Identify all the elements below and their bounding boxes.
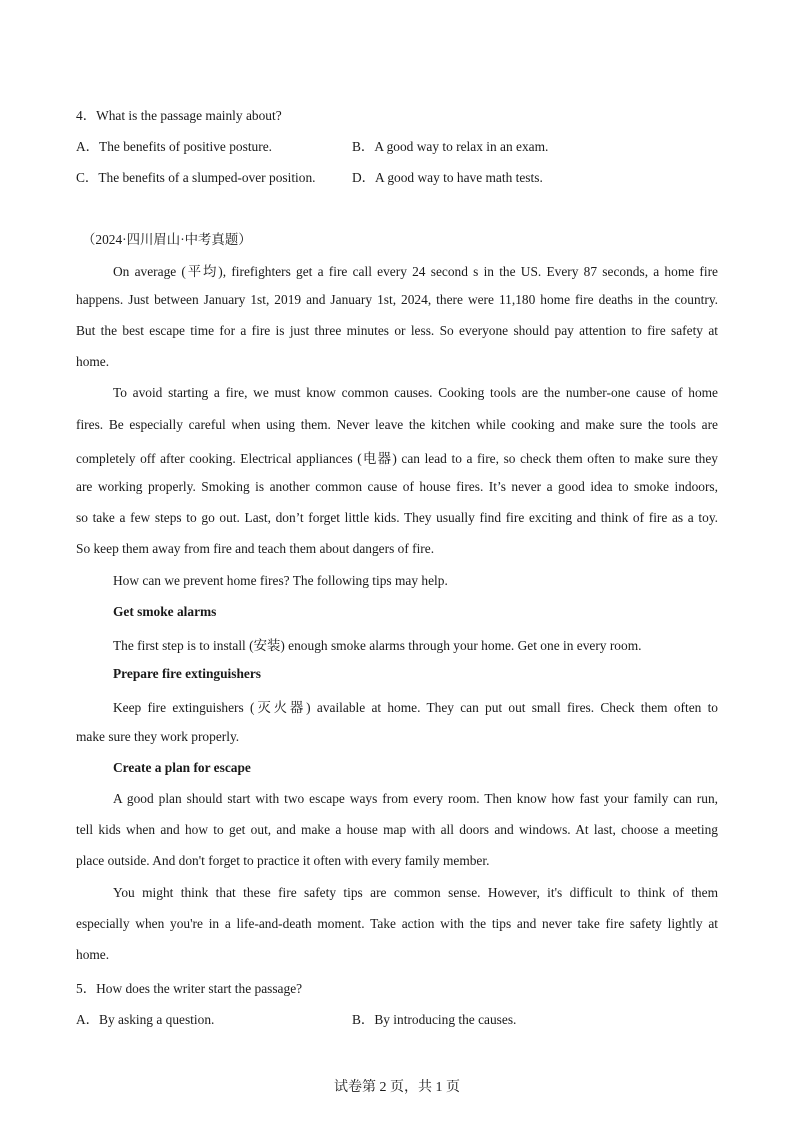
paragraph-2-line-6: So keep them away from fire and teach them about dangers of fire. bbox=[76, 541, 435, 556]
question-4-option-b: B．A good way to relax in an exam. bbox=[352, 139, 549, 154]
paragraph-2-line-3: completely off after cooking. Electrical appliances (电器) can lead to a fire, so check them often to make sure they bbox=[76, 451, 718, 466]
question-4-option-d: D．A good way to have math tests. bbox=[352, 170, 543, 185]
heading-fire-extinguishers: Prepare fire extinguishers bbox=[113, 666, 262, 681]
paragraph-2-line-4: are working properly. Smoking is another common cause of house fires. It’s never a good idea to smoke indoors, bbox=[76, 479, 718, 494]
question-4-stem: 4．What is the passage mainly about? bbox=[76, 108, 282, 123]
paragraph-4: The first step is to install (安装) enough smoke alarms through your home. Get one in every room. bbox=[113, 638, 642, 653]
heading-escape-plan: Create a plan for escape bbox=[113, 760, 251, 775]
paragraph-7-line-3: home. bbox=[76, 947, 110, 962]
paragraph-1-line-2: happens. Just between January 1st, 2019 and January 1st, 2024, there were 11,180 home fire deaths in the country. bbox=[76, 292, 718, 307]
paragraph-3: How can we prevent home fires? The following tips may help. bbox=[113, 573, 448, 588]
paragraph-7-line-2: especially when you're in a life-and-death moment. Take action with the tips and never take fire safety lightly at bbox=[76, 916, 718, 931]
paragraph-7-line-1: You might think that these fire safety tips are common sense. However, it's difficult to think of them bbox=[113, 885, 718, 900]
paragraph-1-line-4: home. bbox=[76, 354, 110, 369]
question-4-option-a: A．The benefits of positive posture. bbox=[76, 139, 272, 154]
paragraph-6-line-1: A good plan should start with two escape ways from every room. Then know how fast your family can run, bbox=[113, 791, 718, 806]
heading-smoke-alarms: Get smoke alarms bbox=[113, 604, 217, 619]
paragraph-1-line-1: On average (平均), firefighters get a fire call every 24 second s in the US. Every 87 seconds, a home fire bbox=[113, 264, 718, 279]
paragraph-5-line-2: make sure they work properly. bbox=[76, 729, 240, 744]
paragraph-2-line-1: To avoid starting a fire, we must know common causes. Cooking tools are the number-one cause of home bbox=[113, 385, 718, 400]
question-4-option-c: C．The benefits of a slumped-over position. bbox=[76, 170, 316, 185]
question-5-stem: 5．How does the writer start the passage? bbox=[76, 981, 303, 996]
question-5-option-a: A．By asking a question. bbox=[76, 1012, 215, 1027]
passage-source: （2024·四川眉山·中考真题） bbox=[82, 232, 252, 247]
paragraph-5-line-1: Keep fire extinguishers (灭火器) available at home. They can put out small fires. Check them often to bbox=[113, 700, 718, 715]
paragraph-1-line-3: But the best escape time for a fire is just three minutes or less. So everyone should pay attention to fire safety at bbox=[76, 323, 718, 338]
paragraph-6-line-2: tell kids when and how to get out, and make a house map with all doors and windows. At last, choose a meeting bbox=[76, 822, 718, 837]
paragraph-2-line-5: so take a few steps to go out. Last, don’t forget little kids. They usually find fire exciting and think of fire as a toy. bbox=[76, 510, 718, 525]
question-5-option-b: B．By introducing the causes. bbox=[352, 1012, 517, 1027]
paragraph-6-line-3: place outside. And don't forget to practice it often with every family member. bbox=[76, 853, 490, 868]
paragraph-2-line-2: fires. Be especially careful when using them. Never leave the kitchen while cooking and make sure the tools are bbox=[76, 417, 718, 432]
page-footer: 试卷第 2 页，共 1 页 bbox=[334, 1080, 460, 1095]
